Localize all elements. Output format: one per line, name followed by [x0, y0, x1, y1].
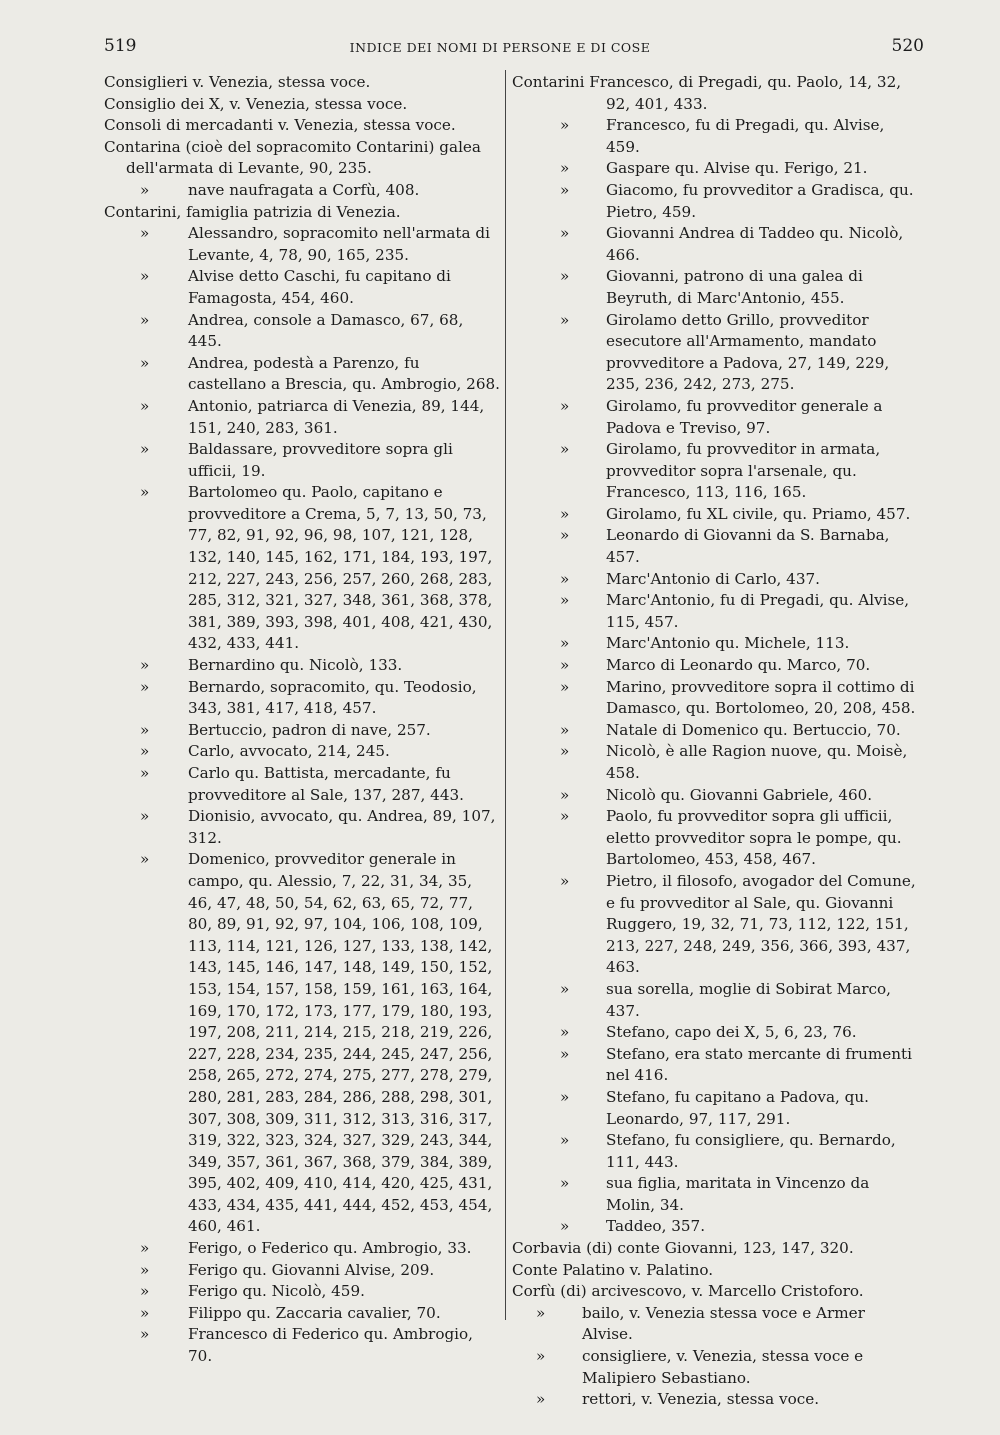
entry-text: Alvise detto Caschi, fu capitano di Famagosta, 454, 460.	[188, 267, 451, 307]
index-entry	[512, 1022, 920, 1044]
entry-text: Stefano, era stato mercante di frumenti nel 416.	[606, 1044, 913, 1085]
index-entry	[104, 720, 500, 742]
ditto-mark: »	[560, 1044, 570, 1063]
index-entry	[512, 115, 920, 158]
index-entry	[104, 439, 500, 482]
entry-text: Giacomo, fu provveditor a Gradisca, qu. Pietro, 459.	[606, 180, 914, 221]
right-column	[512, 72, 920, 1411]
ditto-mark: »	[140, 1239, 150, 1258]
index-entry	[512, 504, 920, 526]
entry-text: bailo, v. Venezia stessa voce e Armer Alvise.	[582, 1303, 865, 1344]
entry-text: Consiglieri v. Venezia, stessa voce.	[104, 73, 371, 91]
entry-text: Stefano, fu capitano a Padova, qu. Leonardo, 97, 117, 291.	[606, 1087, 869, 1128]
entry-text: Carlo, avvocato, 214, 245.	[188, 742, 390, 761]
index-entry	[512, 525, 920, 568]
index-entry	[104, 180, 500, 202]
index-entry	[104, 223, 500, 266]
index-entry	[512, 677, 920, 720]
entry-text: Stefano, capo dei X, 5, 6, 23, 76.	[606, 1023, 857, 1042]
entry-text: Ferigo qu. Giovanni Alvise, 209.	[188, 1260, 435, 1279]
entry-text: rettori, v. Venezia, stessa voce.	[582, 1390, 820, 1409]
index-entry	[512, 310, 920, 396]
index-entry	[512, 439, 920, 504]
ditto-mark: »	[536, 1347, 546, 1366]
index-entry	[512, 1044, 920, 1087]
index-entry	[512, 180, 920, 223]
entry-text: sua sorella, moglie di Sobirat Marco, 437.	[606, 979, 891, 1020]
index-entry	[512, 655, 920, 677]
index-entry	[512, 1389, 920, 1411]
entry-text: Contarini Francesco, di Pregadi, qu. Paolo, 14, 32, 92, 401, 433.	[512, 73, 902, 113]
index-entry	[104, 1281, 500, 1303]
entry-text: Corbavia (di) conte Giovanni, 123, 147, 320.	[512, 1239, 854, 1258]
ditto-mark: »	[140, 440, 150, 459]
ditto-mark: »	[536, 1303, 546, 1322]
entry-text: nave naufragata a Corfù, 408.	[188, 180, 420, 199]
index-entry	[512, 1346, 920, 1389]
index-entry	[104, 202, 500, 224]
entry-text: Ferigo qu. Nicolò, 459.	[188, 1282, 365, 1301]
ditto-mark: »	[560, 785, 570, 804]
entry-text: Girolamo, fu XL civile, qu. Priamo, 457.	[606, 504, 911, 523]
column-divider	[505, 70, 506, 1320]
right-page-number: 520	[891, 36, 924, 56]
entry-text: Francesco, fu di Pregadi, qu. Alvise, 459.	[606, 116, 885, 156]
entry-text: Natale di Domenico qu. Bertuccio, 70.	[606, 720, 901, 739]
entry-text: Pietro, il filosofo, avogador del Comune, e fu provveditor al Sale, qu. Giovanni Ruggero, 19, 32, 71, 73, 112, 122, 151, 213, 227, 248, 249, 356, 366, 393, 437, 463.	[606, 871, 916, 977]
index-entry	[512, 1130, 920, 1173]
index-entry	[512, 1281, 920, 1303]
ditto-mark: »	[560, 180, 570, 199]
index-entry	[512, 979, 920, 1022]
entry-text: Marc'Antonio, fu di Pregadi, qu. Alvise, 115, 457.	[606, 591, 910, 631]
left-column	[104, 72, 500, 1368]
index-entry	[104, 655, 500, 677]
index-entry	[512, 720, 920, 742]
ditto-mark: »	[536, 1390, 546, 1409]
index-entry	[512, 72, 920, 115]
entry-text: Francesco di Federico qu. Ambrogio, 70.	[188, 1325, 474, 1366]
ditto-mark: »	[140, 742, 150, 761]
index-entry	[104, 1260, 500, 1282]
ditto-mark: »	[560, 116, 570, 135]
entry-text: Filippo qu. Zaccaria cavalier, 70.	[188, 1303, 441, 1322]
entry-text: Stefano, fu consigliere, qu. Bernardo, 111, 443.	[606, 1131, 896, 1171]
ditto-mark: »	[560, 1131, 570, 1150]
entry-text: Bernardino qu. Nicolò, 133.	[188, 656, 403, 675]
ditto-mark: »	[140, 180, 150, 199]
ditto-mark: »	[560, 591, 570, 610]
index-entry	[512, 569, 920, 591]
index-entry	[512, 590, 920, 633]
index-entry	[512, 785, 920, 807]
ditto-mark: »	[140, 1282, 150, 1301]
index-entry	[512, 1238, 920, 1260]
index-entry	[512, 266, 920, 309]
ditto-mark: »	[560, 224, 570, 243]
index-entry	[512, 1173, 920, 1216]
entry-text: Nicolò, è alle Ragion nuove, qu. Moisè, 458.	[606, 742, 908, 782]
entry-text: Contarini, famiglia patrizia di Venezia.	[104, 202, 401, 221]
index-entry	[512, 158, 920, 180]
index-entry	[104, 849, 500, 1238]
ditto-mark: »	[560, 310, 570, 329]
entry-text: Contarina (cioè del sopracomito Contarini) galea dell'armata di Levante, 90, 235.	[104, 137, 481, 178]
ditto-mark: »	[140, 396, 150, 415]
entry-text: Girolamo, fu provveditor in armata, provveditor sopra l'arsenale, qu. Francesco, 113, 116, 165.	[606, 440, 881, 502]
index-entry	[104, 94, 500, 116]
entry-text: Marino, provveditore sopra il cottimo di Damasco, qu. Bortolomeo, 20, 208, 458.	[606, 677, 916, 718]
entry-text: Conte Palatino v. Palatino.	[512, 1260, 714, 1279]
ditto-mark: »	[560, 677, 570, 696]
entry-text: Giovanni Andrea di Taddeo qu. Nicolò, 466.	[606, 224, 904, 264]
ditto-mark: »	[140, 1303, 150, 1322]
index-entry	[104, 482, 500, 655]
index-entry	[104, 763, 500, 806]
ditto-mark: »	[140, 267, 150, 286]
index-entry	[104, 1238, 500, 1260]
running-title: INDICE DEI NOMI DI PERSONE E DI COSE	[349, 40, 651, 55]
ditto-mark: »	[560, 504, 570, 523]
entry-text: Consoli di mercadanti v. Venezia, stessa voce.	[104, 116, 456, 135]
ditto-mark: »	[140, 353, 150, 372]
ditto-mark: »	[560, 1023, 570, 1042]
entry-text: Girolamo, fu provveditor generale a Padova e Treviso, 97.	[606, 396, 883, 437]
entry-text: Corfù (di) arcivescovo, v. Marcello Cristoforo.	[512, 1282, 864, 1301]
index-entry	[512, 223, 920, 266]
index-entry	[512, 1087, 920, 1130]
ditto-mark: »	[140, 224, 150, 243]
ditto-mark: »	[560, 1174, 570, 1193]
index-entry	[512, 806, 920, 871]
entry-text: Antonio, patriarca di Venezia, 89, 144, 151, 240, 283, 361.	[188, 396, 485, 437]
entry-text: Marco di Leonardo qu. Marco, 70.	[606, 656, 871, 675]
entry-text: Baldassare, provveditore sopra gli ufficii, 19.	[188, 440, 453, 480]
ditto-mark: »	[560, 440, 570, 459]
index-entry	[512, 1260, 920, 1282]
entry-text: Bertuccio, padron di nave, 257.	[188, 720, 431, 739]
ditto-mark: »	[560, 871, 570, 890]
ditto-mark: »	[140, 310, 150, 329]
entry-text: Bernardo, sopracomito, qu. Teodosio, 343, 381, 417, 418, 457.	[188, 677, 477, 718]
ditto-mark: »	[560, 979, 570, 998]
ditto-mark: »	[560, 526, 570, 545]
left-page-number: 519	[104, 36, 137, 56]
entry-text: sua figlia, maritata in Vincenzo da Molin, 34.	[606, 1174, 870, 1214]
entry-text: Taddeo, 357.	[606, 1217, 706, 1236]
index-entry	[512, 1216, 920, 1238]
ditto-mark: »	[140, 720, 150, 739]
index-entry	[104, 353, 500, 396]
index-entry	[512, 633, 920, 655]
entry-text: Carlo qu. Battista, mercadante, fu provveditore al Sale, 137, 287, 443.	[188, 764, 464, 804]
index-entry	[104, 137, 500, 180]
ditto-mark: »	[560, 396, 570, 415]
ditto-mark: »	[560, 807, 570, 826]
ditto-mark: »	[140, 677, 150, 696]
ditto-mark: »	[560, 634, 570, 653]
ditto-mark: »	[560, 569, 570, 588]
ditto-mark: »	[140, 1260, 150, 1279]
ditto-mark: »	[560, 742, 570, 761]
entry-text: Marc'Antonio di Carlo, 437.	[606, 569, 820, 588]
index-entry	[104, 396, 500, 439]
ditto-mark: »	[560, 656, 570, 675]
ditto-mark: »	[140, 483, 150, 502]
index-entry	[512, 871, 920, 979]
index-entry	[512, 741, 920, 784]
ditto-mark: »	[560, 720, 570, 739]
index-entry	[104, 1303, 500, 1325]
ditto-mark: »	[560, 1217, 570, 1236]
entry-text: Ferigo, o Federico qu. Ambrogio, 33.	[188, 1239, 472, 1258]
ditto-mark: »	[140, 764, 150, 782]
index-entry	[104, 266, 500, 309]
entry-text: Girolamo detto Grillo, provveditor esecutore all'Armamento, mandato provveditore a Padova, 27, 149, 229, 235, 236, 242, 273, 275.	[606, 310, 890, 394]
entry-text: Nicolò qu. Giovanni Gabriele, 460.	[606, 785, 873, 804]
entry-text: Domenico, provveditor generale in campo, qu. Alessio, 7, 22, 31, 34, 35, 46, 47, 48, 50, 54, 62, 63, 65, 72, 77, 80, 89, 91, 92, 97, 104, 106, 108, 109, 113, 114, 121, 126, 127, 133, 138, 142, 143, 145, 146, 147, 148, 149, 150, 152, 153, 154, 157, 158, 159, 161, 163, 164, 169, 170, 172, 173, 177, 179, 180, 193, 197, 208, 211, 214, 215, 218, 219, 226, 227, 228, 234, 235, 244, 245, 247, 256, 258, 265, 272, 274, 275, 277, 278, 279, 280, 281, 283, 284, 286, 288, 298, 301, 307, 308, 309, 311, 312, 313, 316, 317, 319, 322, 323, 324, 327, 329, 243, 344, 349, 357, 361, 367, 368, 379, 384, 389, 395, 402, 409, 410, 414, 420, 425, 431, 433, 434, 435, 441, 444, 452, 453, 454, 460, 461.	[188, 850, 493, 1236]
index-entry	[104, 677, 500, 720]
entry-text: Marc'Antonio qu. Michele, 113.	[606, 634, 850, 653]
entry-text: Leonardo di Giovanni da S. Barnaba, 457.	[606, 526, 890, 567]
entry-text: Consiglio dei X, v. Venezia, stessa voce.	[104, 94, 408, 113]
entry-text: Giovanni, patrono di una galea di Beyruth, di Marc'Antonio, 455.	[606, 267, 863, 307]
index-entry	[512, 1303, 920, 1346]
ditto-mark: »	[140, 807, 150, 826]
entry-text: Dionisio, avvocato, qu. Andrea, 89, 107, 312.	[188, 807, 496, 847]
index-entry	[104, 1324, 500, 1367]
index-entry	[104, 806, 500, 849]
index-entry	[104, 741, 500, 763]
index-entry	[512, 396, 920, 439]
index-entry	[104, 72, 500, 94]
index-entry	[104, 310, 500, 353]
entry-text: Alessandro, sopracomito nell'armata di Levante, 4, 78, 90, 165, 235.	[188, 224, 490, 264]
ditto-mark: »	[560, 159, 570, 178]
ditto-mark: »	[560, 1087, 570, 1106]
entry-text: consigliere, v. Venezia, stessa voce e Malipiero Sebastiano.	[582, 1347, 864, 1387]
entry-text: Andrea, console a Damasco, 67, 68, 445.	[188, 310, 464, 351]
ditto-mark: »	[140, 656, 150, 675]
ditto-mark: »	[560, 267, 570, 286]
entry-text: Paolo, fu provveditor sopra gli ufficii, eletto provveditor sopra le pompe, qu. Bartolomeo, 453, 458, 467.	[606, 807, 902, 869]
entry-text: Bartolomeo qu. Paolo, capitano e provveditore a Crema, 5, 7, 13, 50, 73, 77, 82, 91, 92, 96, 98, 107, 121, 128, 132, 140, 145, 162, 171, 184, 193, 197, 212, 227, 243, 256, 257, 260, 268, 283, 285, 312, 321, 327, 348, 361, 368, 378, 381, 389, 393, 398, 401, 408, 421, 430, 432, 433, 441.	[188, 483, 493, 653]
index-entry	[104, 115, 500, 137]
ditto-mark: »	[140, 1325, 150, 1344]
entry-text: Gaspare qu. Alvise qu. Ferigo, 21.	[606, 159, 868, 178]
entry-text: Andrea, podestà a Parenzo, fu castellano a Brescia, qu. Ambrogio, 268.	[188, 353, 500, 394]
ditto-mark: »	[140, 850, 150, 869]
